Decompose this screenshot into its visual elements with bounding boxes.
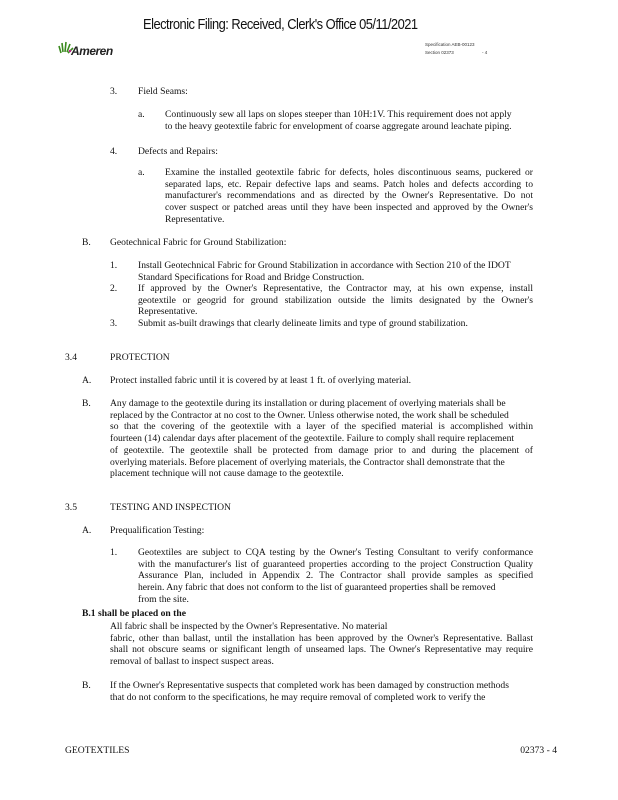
item-3a-text	[165, 109, 533, 132]
text-line: fourteen (14) calendar days after placement of the geotextile. Failure to comply shall require replacement	[110, 433, 515, 445]
item-3-heading	[110, 86, 188, 98]
item-title: Defects and Repairs:	[138, 146, 218, 157]
item-number: 3.	[110, 318, 118, 329]
section-number: Section 02373	[425, 50, 454, 55]
text-line: that do not conform to the specifications, he may require removal of completed work to verify the	[110, 691, 486, 703]
text-line: Representative.	[138, 306, 198, 318]
b-item-1-text	[138, 260, 533, 283]
text-line: Assurance Plan, included in Appendix 2. The Contractor shall provide samples as specified	[138, 570, 533, 582]
header-page: - 4	[482, 50, 488, 55]
text-line: manufacturer's recommendations and as directed by the Owner's Representative. Do not	[165, 190, 533, 202]
section-number: 3.4	[65, 352, 77, 363]
text-line: from the site.	[138, 593, 189, 605]
text-line: Any damage to the geotextile during its installation or during placement of overlying materials shall be	[110, 398, 506, 409]
text-line: Standard Specifications for Road and Bridge Construction.	[138, 271, 365, 283]
text-line: placement technique will not cause damage to the geotextile.	[110, 468, 344, 480]
text-line: Geotextiles are subject to CQA testing by the Owner's Testing Consultant to verify conformance	[138, 547, 533, 558]
text-line: shall not obscure seams or significant length of unseamed laps. The Owner's Representative may require	[110, 644, 533, 656]
footer-page: 02373 - 4	[520, 745, 557, 756]
item-number: 4.	[110, 146, 118, 157]
spec-number: Specification AEB-00123	[425, 42, 475, 47]
text-line: so that the covering of the geotextile with a layer of the specified material is accomplished within	[110, 421, 533, 433]
protection-b-text	[110, 398, 533, 480]
section-number: 3.5	[65, 502, 77, 513]
item-title: Prequalification Testing:	[110, 525, 205, 536]
text-line: overlying materials. Before placement of overlying materials, the Contractor shall demonstrate that the	[110, 456, 505, 468]
text-line: separated laps, etc. Repair defective laps and seams. Patch holes and defects according to	[165, 178, 533, 190]
item-number: 2.	[110, 283, 118, 294]
section-title: PROTECTION	[110, 352, 170, 363]
text-line: with the manufacturer's list of guaranteed properties according to the project Construction Quality	[138, 558, 533, 570]
text-line: replaced by the Contractor at no cost to the Owner. Unless otherwise noted, the work shall be scheduled	[110, 409, 509, 421]
filing-stamp: Electronic Filing: Received, Clerk's Office 05/11/2021	[143, 16, 418, 33]
footer-title: GEOTEXTILES	[65, 745, 130, 756]
item-label: B.	[82, 680, 91, 691]
logo-text: Ameren	[71, 44, 113, 58]
section-3-4-heading	[65, 352, 170, 364]
protection-a-text: Protect installed fabric until it is covered by at least 1 ft. of overlying material.	[110, 375, 412, 386]
item-number: 3.	[110, 86, 118, 97]
text-line: cover suspect or patched areas until they have been inspected and approved by the Owner's	[165, 202, 533, 214]
ameren-logo	[58, 40, 118, 60]
item-label: B.	[82, 398, 91, 409]
item-3a-label: a.	[138, 109, 145, 120]
b1-first-line: All fabric shall be inspected by the Owner's Representative. No material	[110, 621, 388, 632]
section-title: TESTING AND INSPECTION	[110, 502, 231, 513]
text-line: herein. Any fabric that does not conform to the list of guaranteed properties shall be removed	[138, 582, 496, 594]
item-label: B.	[82, 237, 91, 248]
text-line: to the heavy geotextile fabric for envelopment of coarse aggregate around leachate piping.	[165, 120, 512, 132]
prequal-heading	[82, 525, 205, 537]
prequal-item-1-text	[138, 547, 533, 606]
text-line: Representative.	[165, 213, 225, 225]
b-item-3-text	[138, 318, 533, 330]
item-title: Field Seams:	[138, 86, 188, 97]
text-line: Continuously sew all laps on slopes steeper than 10H:1V. This requirement does not apply	[165, 109, 512, 120]
text-line: If the Owner's Representative suspects that completed work has been damaged by construction methods	[110, 680, 509, 691]
item-label: A.	[82, 375, 92, 386]
text-line: Install Geotechnical Fabric for Ground Stabilization in accordance with Section 210 of the IDOT	[138, 260, 511, 271]
text-line: If approved by the Owner's Representative, the Contractor may, at his own expense, install	[138, 283, 533, 294]
b1-label: B.1 shall be placed on the	[82, 608, 186, 619]
text-line: Examine the installed geotextile fabric for defects, holes discontinuous seams, puckered or	[165, 167, 533, 178]
item-4a-label: a.	[138, 167, 145, 178]
text-line: geotextile or geogrid for ground stabilization outside the limits designated by the Owner's	[138, 294, 533, 306]
inspection-b-text	[110, 680, 533, 703]
text-line: removal of ballast to inspect suspect areas.	[110, 656, 274, 668]
text-line: of geotextile. The geotextile shall be protected from damage prior to and during the placement of	[110, 444, 533, 456]
item-label: A.	[82, 525, 92, 536]
b-item-2-text	[138, 283, 533, 318]
item-number: 1.	[110, 547, 118, 558]
text-line: fabric, other than ballast, until the installation has been approved by the Owner's Representative. Ballast	[110, 632, 533, 644]
b1-text	[110, 621, 533, 668]
section-b-heading	[82, 237, 287, 249]
item-number: 1.	[110, 260, 118, 271]
item-title: Geotechnical Fabric for Ground Stabilization:	[110, 237, 287, 248]
item-4-heading	[110, 146, 218, 158]
section-3-5-heading	[65, 502, 231, 514]
text-line: Submit as-built drawings that clearly delineate limits and type of ground stabilization.	[138, 318, 468, 329]
item-4a-text	[165, 167, 533, 226]
